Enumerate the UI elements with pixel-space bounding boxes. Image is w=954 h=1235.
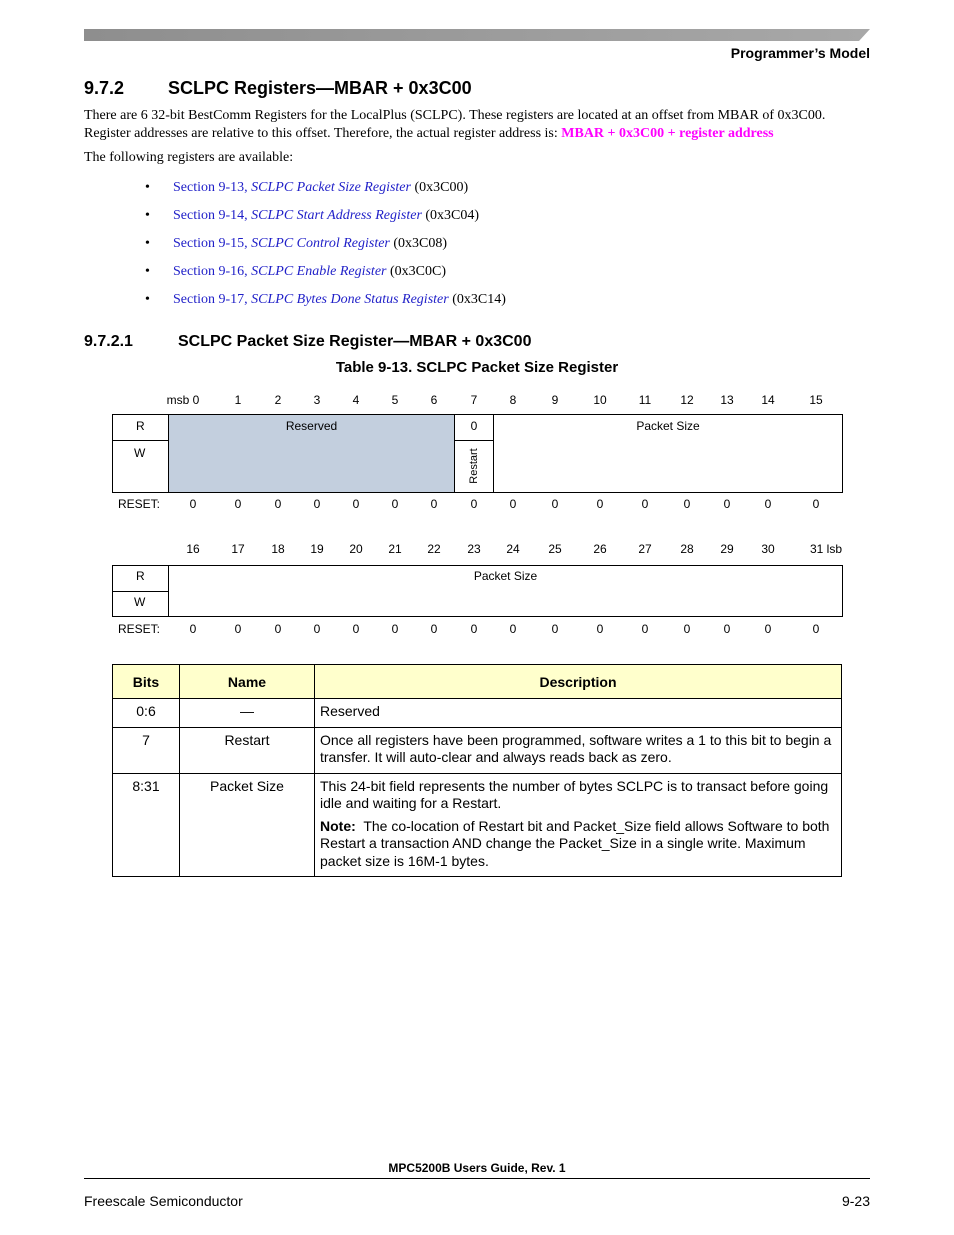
bit-number: 14 xyxy=(761,393,775,407)
register-offset: (0x3C08) xyxy=(389,236,448,251)
register-link[interactable]: Section 9-13, SCLPC Packet Size Register xyxy=(173,180,411,195)
list-intro: The following registers are available: xyxy=(84,150,294,165)
intro-text: There are 6 32-bit BestComm Registers for the LocalPlus (SCLPC). These registers are located at an offset from MBAR of 0x3C00. Register addresses are relative to this offset. Therefore, the actual register address is: xyxy=(84,108,826,141)
read-row-label: R xyxy=(136,569,145,583)
bit-number: 8 xyxy=(509,393,517,407)
reset-value: 0 xyxy=(683,622,691,636)
register-link[interactable]: Section 9-14, SCLPC Start Address Register xyxy=(173,208,422,223)
reset-value: 0 xyxy=(391,497,399,511)
reset-value: 0 xyxy=(551,497,559,511)
register-address-formula: MBAR + 0x3C00 + register address xyxy=(561,125,774,141)
table-row xyxy=(113,773,842,877)
reset-value: 0 xyxy=(274,622,282,636)
description-cell: Once all registers have been programmed, software writes a 1 to this bit to begin a transfer. It will auto-clear and always reads back as zero. xyxy=(315,727,842,773)
bit-number: 2 xyxy=(274,393,282,407)
bit-number: 16 xyxy=(186,542,200,556)
description-cell xyxy=(315,773,842,877)
bullet: • xyxy=(145,292,150,307)
bit-number: 13 xyxy=(720,393,734,407)
reset-value: 0 xyxy=(812,497,820,511)
reset-value: 0 xyxy=(596,622,604,636)
reset-value: 0 xyxy=(723,497,731,511)
bit-number: 30 xyxy=(761,542,775,556)
subsection-title: SCLPC Packet Size Register—MBAR + 0x3C00 xyxy=(178,333,532,350)
name-cell: Restart xyxy=(180,727,315,773)
name-cell: — xyxy=(180,699,315,728)
bullet: • xyxy=(145,208,150,223)
packet-size-field-label: Packet Size xyxy=(636,419,700,433)
field-description-table xyxy=(112,664,842,877)
register-offset: (0x3C00) xyxy=(410,180,469,195)
bit-number: 19 xyxy=(310,542,324,556)
running-title: Programmer’s Model xyxy=(730,45,870,61)
write-row-label: W xyxy=(134,595,146,609)
description-cell: Reserved xyxy=(315,699,842,728)
restart-field-label: Restart xyxy=(468,448,480,484)
bullet: • xyxy=(145,180,150,195)
bit-number: 17 xyxy=(231,542,245,556)
row-divider xyxy=(112,591,168,592)
header-bar xyxy=(84,29,870,41)
bits-cell: 0:6 xyxy=(113,699,180,728)
bit-number: 10 xyxy=(593,393,607,407)
reset-value: 0 xyxy=(509,497,517,511)
bit-number: 3 xyxy=(313,393,321,407)
table-row xyxy=(113,727,842,773)
subsection-heading xyxy=(84,333,531,351)
register-link[interactable]: Section 9-15, SCLPC Control Register xyxy=(173,236,390,251)
reset-value: 0 xyxy=(234,497,242,511)
bits-cell: 8:31 xyxy=(113,773,180,877)
reset-value: 0 xyxy=(352,622,360,636)
intro-paragraph xyxy=(84,107,874,142)
reset-label: RESET: xyxy=(118,622,161,636)
bit-number: 1 xyxy=(234,393,242,407)
bit-number: 5 xyxy=(391,393,399,407)
reserved-label: Reserved xyxy=(285,419,338,433)
reset-value: 0 xyxy=(313,497,321,511)
reset-value: 0 xyxy=(812,622,820,636)
bit-number: 24 xyxy=(506,542,520,556)
reset-value: 0 xyxy=(189,622,197,636)
footer-company: Freescale Semiconductor xyxy=(84,1193,243,1209)
bit-number: 7 xyxy=(470,393,478,407)
reset-value: 0 xyxy=(509,622,517,636)
table-row xyxy=(113,699,842,728)
reset-value: 0 xyxy=(683,497,691,511)
bit-number: 23 xyxy=(467,542,481,556)
bits-cell: 7 xyxy=(113,727,180,773)
bit-number: 26 xyxy=(593,542,607,556)
bit-number: msb 0 xyxy=(166,393,200,407)
bit-number: 11 xyxy=(638,393,652,407)
reset-label: RESET: xyxy=(118,497,161,511)
restart-row-divider xyxy=(454,440,494,441)
table-caption: Table 9-13. SCLPC Packet Size Register xyxy=(335,359,619,376)
reset-value: 0 xyxy=(430,497,438,511)
column-header-bits: Bits xyxy=(113,665,180,699)
note-text: The co-location of Restart bit and Packet_Size field allows Software to both Restart a transaction AND change the Packet_Size in a single write. Maximum packet size is 16M-1 bytes. xyxy=(320,817,830,869)
footer-page-number: 9-23 xyxy=(841,1193,870,1209)
table-header-row xyxy=(113,665,842,699)
register-offset: (0x3C14) xyxy=(448,292,506,307)
bit-number: 12 xyxy=(680,393,694,407)
register-link[interactable]: Section 9-16, SCLPC Enable Register xyxy=(173,264,387,279)
reset-value: 0 xyxy=(470,497,478,511)
name-cell: Packet Size xyxy=(180,773,315,877)
reset-value: 0 xyxy=(470,622,478,636)
section-heading xyxy=(84,78,472,99)
section-number: 9.7.2 xyxy=(84,78,125,98)
column-header-description: Description xyxy=(315,665,842,699)
restart-read-value: 0 xyxy=(470,419,478,433)
register-link[interactable]: Section 9-17, SCLPC Bytes Done Status Register xyxy=(173,292,449,307)
read-row-label: R xyxy=(136,419,145,433)
reset-value: 0 xyxy=(391,622,399,636)
reset-value: 0 xyxy=(764,622,772,636)
section-title: SCLPC Registers—MBAR + 0x3C00 xyxy=(168,78,472,98)
bit-number: 31 lsb xyxy=(809,542,843,556)
bit-number: 22 xyxy=(427,542,441,556)
reset-value: 0 xyxy=(596,497,604,511)
bit-number: 27 xyxy=(638,542,652,556)
register-offset: (0x3C04) xyxy=(421,208,480,223)
bit-number: 21 xyxy=(388,542,402,556)
footer-doc-title: MPC5200B Users Guide, Rev. 1 xyxy=(388,1161,566,1175)
reset-value: 0 xyxy=(430,622,438,636)
bit-number: 6 xyxy=(430,393,438,407)
bit-number: 15 xyxy=(809,393,823,407)
description-text: This 24-bit field represents the number of bytes SCLPC is to transact before going idle and waiting for a Restart. xyxy=(320,777,829,811)
note-label: Note: xyxy=(320,817,356,834)
bullet: • xyxy=(145,264,150,279)
reset-value: 0 xyxy=(274,497,282,511)
footer-rule xyxy=(84,1178,870,1179)
bit-number: 25 xyxy=(548,542,562,556)
bit-number: 29 xyxy=(720,542,734,556)
reset-value: 0 xyxy=(551,622,559,636)
reset-value: 0 xyxy=(723,622,731,636)
reset-value: 0 xyxy=(189,497,197,511)
reset-value: 0 xyxy=(352,497,360,511)
subsection-number: 9.7.2.1 xyxy=(84,333,133,350)
bit-number: 18 xyxy=(271,542,285,556)
reset-value: 0 xyxy=(234,622,242,636)
reset-value: 0 xyxy=(764,497,772,511)
column-header-name: Name xyxy=(180,665,315,699)
bit-number: 28 xyxy=(680,542,694,556)
description-note xyxy=(320,818,836,871)
bit-number: 9 xyxy=(551,393,559,407)
packet-size-field-label: Packet Size xyxy=(473,569,538,583)
reset-value: 0 xyxy=(641,497,649,511)
bullet: • xyxy=(145,236,150,251)
register-offset: (0x3C0C) xyxy=(386,264,446,279)
bit-number: 20 xyxy=(349,542,363,556)
row-divider xyxy=(112,440,168,441)
reset-value: 0 xyxy=(313,622,321,636)
write-row-label: W xyxy=(134,446,146,460)
reset-value: 0 xyxy=(641,622,649,636)
bit-number: 4 xyxy=(352,393,360,407)
